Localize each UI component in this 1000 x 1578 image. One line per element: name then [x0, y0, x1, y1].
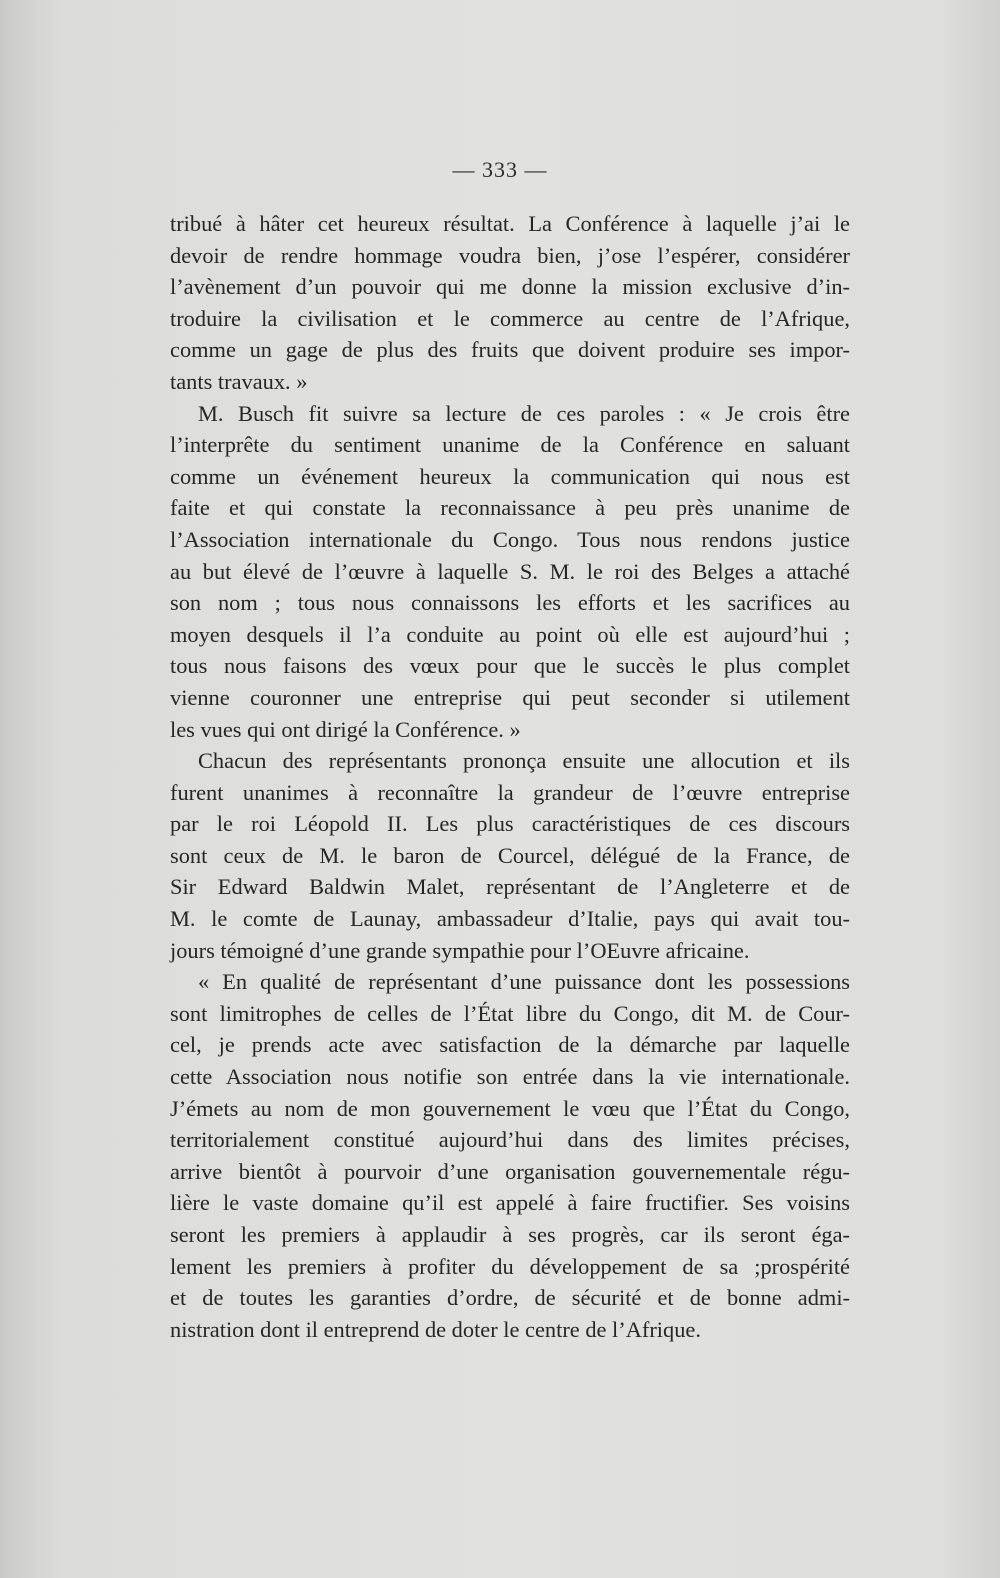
text-line: lement les premiers à profiter du développement de sa ;prospérité	[170, 1253, 850, 1279]
page-number: — 333 —	[452, 157, 548, 182]
text-line: tous nous faisons des vœux pour que le succès le plus complet	[170, 653, 850, 679]
text-line: l’Association internationale du Congo. Tous nous rendons justice	[170, 526, 850, 552]
text-line: territorialement constitué aujourd’hui dans des limites précises,	[170, 1127, 850, 1153]
text-line: arrive bientôt à pourvoir d’une organisation gouvernementale régu-	[170, 1158, 850, 1184]
text-line: M. le comte de Launay, ambassadeur d’Italie, pays qui avait tou-	[170, 906, 850, 932]
text-line: devoir de rendre hommage voudra bien, j’ose l’espérer, considérer	[170, 242, 850, 268]
text-line: Sir Edward Baldwin Malet, représentant de l’Angleterre et de	[170, 874, 850, 900]
text-line: l’avènement d’un pouvoir qui me donne la mission exclusive d’in-	[170, 274, 850, 300]
text-line: les vues qui ont dirigé la Conférence. »	[170, 716, 521, 742]
text-line: comme un événement heureux la communication qui nous est	[170, 463, 850, 489]
text-line: faite et qui constate la reconnaissance à peu près unanime de	[170, 495, 850, 521]
text-line: jours témoigné d’une grande sympathie pour l’OEuvre africaine.	[170, 937, 750, 963]
text-line: vienne couronner une entreprise qui peut seconder si utilement	[170, 684, 850, 710]
text-line: sont limitrophes de celles de l’État libre du Congo, dit M. de Cour-	[170, 1000, 850, 1026]
text-line: tribué à hâter cet heureux résultat. La Conférence à laquelle j’ai le	[170, 211, 850, 236]
text-line: troduire la civilisation et le commerce au centre de l’Afrique,	[170, 305, 850, 331]
text-line: sont ceux de M. le baron de Courcel, délégué de la France, de	[170, 842, 850, 868]
text-line: son nom ; tous nous connaissons les efforts et les sacrifices au	[170, 590, 850, 616]
text-line: nistration dont il entreprend de doter le centre de l’Afrique.	[170, 1316, 701, 1342]
text-line: J’émets au nom de mon gouvernement le vœu que l’État du Congo,	[170, 1095, 850, 1121]
text-line: au but élevé de l’œuvre à laquelle S. M. le roi des Belges a attaché	[170, 558, 850, 584]
text-line: moyen desquels il l’a conduite au point où elle est aujourd’hui ;	[170, 621, 850, 647]
text-line: l’interprête du sentiment unanime de la Conférence en saluant	[170, 432, 850, 458]
text-line: cette Association nous notifie son entrée dans la vie internationale.	[170, 1064, 850, 1090]
text-line: « En qualité de représentant d’une puissance dont les possessions	[198, 969, 850, 995]
text-line: par le roi Léopold II. Les plus caractéristiques de ces discours	[170, 811, 850, 837]
text-line: lière le vaste domaine qu’il est appelé à faire fructifier. Ses voisins	[170, 1190, 850, 1216]
text-line: M. Busch fit suivre sa lecture de ces paroles : « Je crois être	[198, 400, 850, 426]
text-line: Chacun des représentants prononça ensuite une allocution et ils	[198, 748, 850, 774]
text-line: furent unanimes à reconnaître la grandeur de l’œuvre entreprise	[170, 779, 850, 805]
body-text	[170, 208, 850, 1345]
text-line: et de toutes les garanties d’ordre, de sécurité et de bonne admi-	[170, 1285, 850, 1311]
text-line: seront les premiers à applaudir à ses progrès, car ils seront éga-	[170, 1222, 850, 1247]
text-line: comme un gage de plus des fruits que doivent produire ses impor-	[170, 337, 850, 363]
text-line: tants travaux. »	[170, 368, 308, 394]
text-line: cel, je prends acte avec satisfaction de la démarche par laquelle	[170, 1032, 850, 1058]
